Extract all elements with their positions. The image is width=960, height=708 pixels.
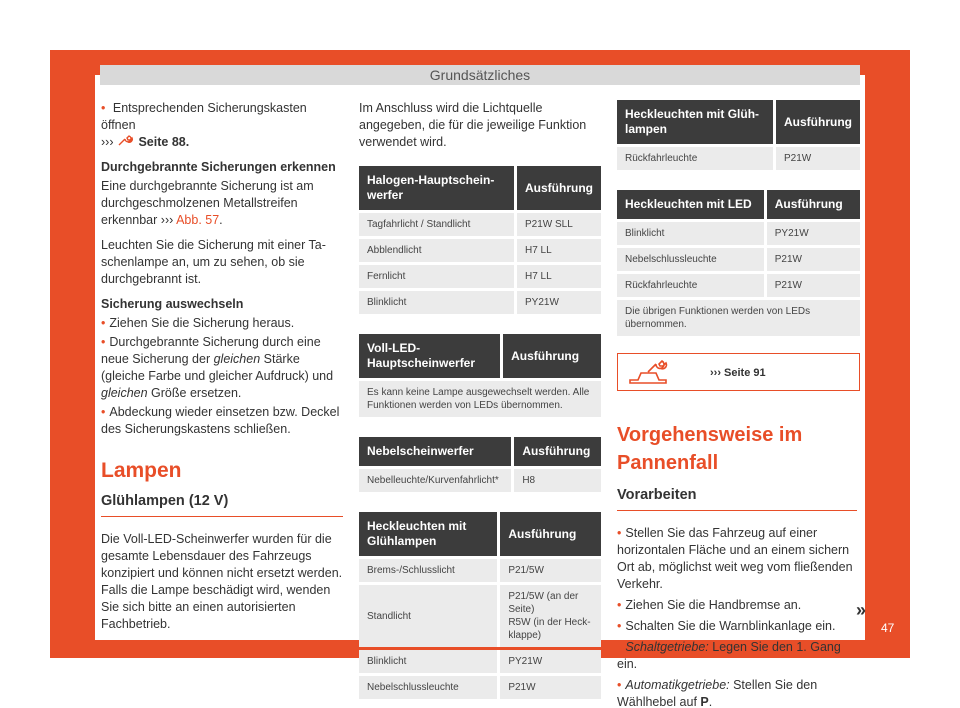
table-row: Abblendlicht H7 LL [359, 239, 601, 262]
step-handbrake: • Ziehen Sie die Handbremse an. [617, 597, 860, 614]
right-column [617, 100, 860, 708]
table-row: Blinklicht PY21W [359, 650, 601, 673]
table-row: Brems-/Schlusslicht P21/5W [359, 559, 601, 582]
step-close-cover: • Abdeckung wieder einsetzen bzw. Deckel des Sicherungskastens schließen. [101, 404, 343, 438]
table-row: Nebelschlussleuchte P21W [359, 676, 601, 699]
heading-recognize: Durchgebrannte Sicherungen erkennen [101, 160, 336, 174]
heading-pannenfall: Vorgehensweise im Pannenfall [617, 424, 803, 474]
heading-vorarbeiten: Vorarbeiten [617, 487, 857, 511]
step-replace-fuse: • Durchgebrannte Sicherung durch eine neue Sicherung der gleichen Stärke (gleiche Farbe und gleicher Aufdruck) und gleichen Größe ersetzen. [101, 334, 343, 402]
led-paragraph: Die Voll-LED-Scheinwerfer wurden für die gesamte Lebensdauer des Fahrzeugs konzipiert und können nicht ersetzt werden. Falls die Lampe beschädigt wird, wenden Sie sich bitte an einen autorisierten Fachbetrieb. [101, 532, 343, 631]
rear-led-table: Heckleuchten mit LED Ausführung Blinklicht PY21W Nebelschlussleuchte P21W Rückfahrleuchte P21W Die übrigen Funktionen werden von LEDs übernommen. [617, 187, 860, 339]
section-recognize: Durchgebrannte Sicherungen erkennen Eine durchgebrannte Sicherung ist am durchgeschmolzenen Metallstreifen erkennbar ››› Abb. 57. [101, 159, 343, 229]
table-row: Rückfahrleuchte P21W [617, 274, 860, 297]
full-led-table: Voll-LED-Hauptscheinwerfer Ausführung Es kann keine Lampe ausgewechselt werden. Alle Funktionen werden von LEDs übernommen. [359, 331, 601, 420]
fusebox-page-link[interactable]: Seite 88. [138, 135, 190, 149]
rear-bulb-table-cont: Heckleuchten mit Glühlampen Ausführung Rückfahrleuchte P21W [617, 97, 860, 173]
heading-replace: Sicherung auswechseln [101, 297, 244, 311]
figure-link[interactable]: Abb. 57 [176, 213, 220, 227]
step-manual-gear: • Schaltgetriebe: Legen Sie den 1. Gang ein. [617, 639, 860, 673]
page-header: Grundsätzliches [100, 65, 860, 85]
rear-bulb-table: Heckleuchten mit Glühlampen Ausführung Brems-/Schlusslicht P21/5W Standlicht P21/5W (an der Seite) R5W (in der Heckklappe) Blinklicht PY21W Nebelschlussleuchte P21W [359, 509, 601, 702]
table-row: Fernlicht H7 LL [359, 265, 601, 288]
left-column [101, 100, 343, 641]
step-auto-gear: • Automatikgetriebe: Stellen Sie den Wählhebel auf P. [617, 677, 860, 708]
page-number: 47 [881, 621, 895, 635]
middle-column [359, 100, 601, 708]
table-row: Rückfahrleuchte P21W [617, 147, 860, 170]
heading-lampen: Lampen [101, 459, 182, 482]
step-pull-fuse: • Ziehen Sie die Sicherung heraus. [101, 315, 343, 332]
table-row: Standlicht P21/5W (an der Seite) R5W (in der Heckklappe) [359, 585, 601, 647]
wrench-car-icon [626, 360, 670, 386]
step-open-fusebox: • Entsprechenden Sicherungskasten öffnen ››› Seite 88. [101, 100, 343, 151]
step-hazard: • Schalten Sie die Warnblinkanlage ein. [617, 618, 860, 635]
intro-paragraph: Im Anschluss wird die Lichtquelle angegeben, die für die jeweilige Funktion verwendet wird. [359, 101, 587, 149]
halogen-table: Halogen-Hauptscheinwerfer Ausführung Tagfahrlicht / Standlicht P21W SLL Abblendlicht H7 LL Fernlicht H7 LL Blinklicht PY21W [359, 163, 601, 317]
reference-text: ››› Seite 91 [710, 367, 766, 379]
flashlight-paragraph: Leuchten Sie die Sicherung mit einer Taschenlampe an, um zu sehen, ob sie durchgebrannt ist. [101, 238, 326, 286]
heading-gluhlampen: Glühlampen (12 V) [101, 493, 343, 517]
reference-box[interactable] [617, 353, 860, 391]
step-park: • Stellen Sie das Fahrzeug auf einer horizontalen Fläche und an einem sichern Ort ab, möglichst weit weg vom fließenden Verkehr. [617, 525, 860, 593]
table-row: Es kann keine Lampe ausgewechselt werden. Alle Funktionen werden von LEDs übernommen. [359, 381, 601, 417]
fog-table: Nebelscheinwerfer Ausführung Nebelleuchte/Kurvenfahrlicht* H8 [359, 434, 601, 495]
continue-marker: » [856, 600, 867, 620]
table-row: Tagfahrlicht / Standlicht P21W SLL [359, 213, 601, 236]
table-row: Blinklicht PY21W [617, 222, 860, 245]
wrench-icon [117, 135, 135, 147]
table-row: Nebelschlussleuchte P21W [617, 248, 860, 271]
table-row: Blinklicht PY21W [359, 291, 601, 314]
table-row: Nebelleuchte/Kurvenfahrlicht* H8 [359, 469, 601, 492]
table-row: Die übrigen Funktionen werden von LEDs übernommen. [617, 300, 860, 336]
